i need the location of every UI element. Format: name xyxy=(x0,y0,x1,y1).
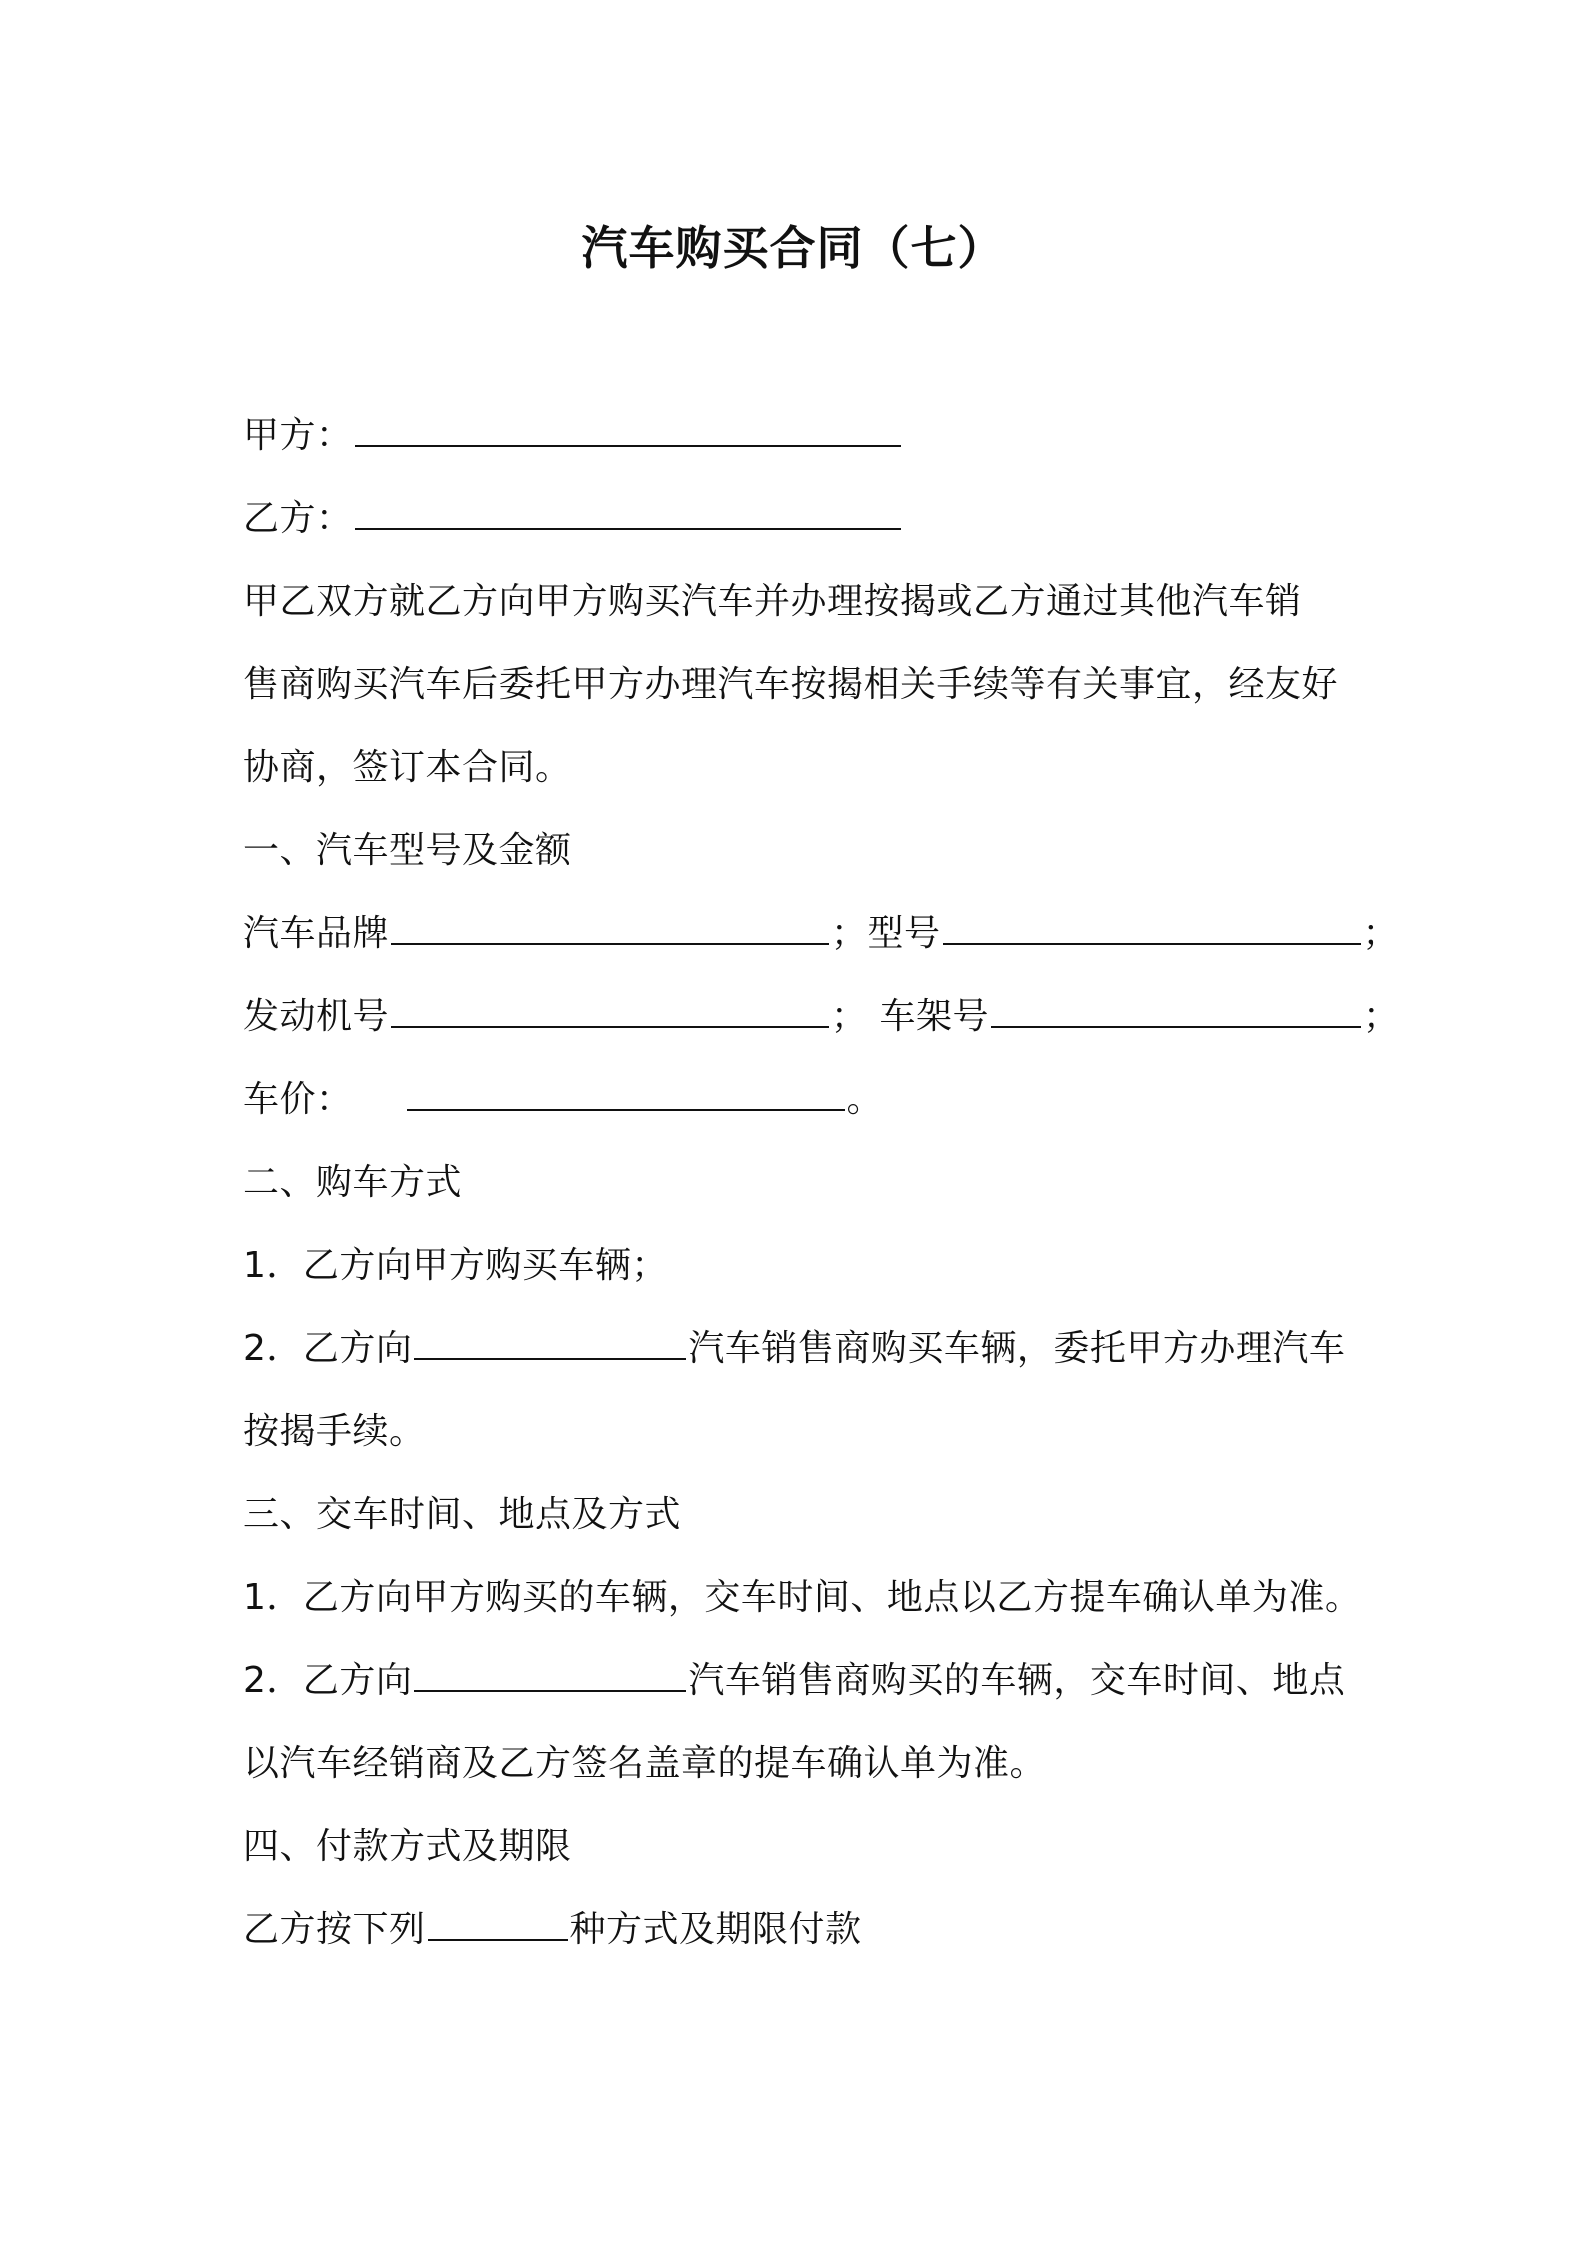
intro-line-1: 甲乙双方就乙方向甲方购买汽车并办理按揭或乙方通过其他汽车销 xyxy=(243,581,1302,622)
section-2-item-2-suffix: 汽车销售商购买车辆，委托甲方办理汽车 xyxy=(688,1328,1346,1369)
brand-blank[interactable] xyxy=(391,909,829,945)
price-line xyxy=(243,1072,883,1128)
section-3-item-2 xyxy=(243,1653,1345,1709)
section-2-item-2 xyxy=(243,1321,1345,1377)
section-3-item-2-suffix: 汽车销售商购买的车辆，交车时间、地点 xyxy=(688,1660,1346,1701)
model-semicolon: ； xyxy=(1362,913,1400,954)
dealer-blank-2[interactable] xyxy=(414,1656,686,1692)
section-3-item-2-prefix: 2．乙方向 xyxy=(243,1660,413,1701)
section-2-item-2-cont: 按揭手续。 xyxy=(243,1411,426,1452)
intro-line-2: 售商购买汽车后委托甲方办理汽车按揭相关手续等有关事宜，经友好 xyxy=(243,664,1339,705)
engine-frame-line xyxy=(243,989,1399,1045)
section-1-heading: 一、汽车型号及金额 xyxy=(243,830,572,871)
party-a-label: 甲方： xyxy=(243,415,353,456)
section-3-item-1: 1．乙方向甲方购买的车辆，交车时间、地点以乙方提车确认单为准。 xyxy=(243,1577,1362,1618)
frame-blank[interactable] xyxy=(991,992,1361,1028)
section-2-heading: 二、购车方式 xyxy=(243,1162,463,1203)
party-b-line xyxy=(243,491,903,547)
model-blank[interactable] xyxy=(943,909,1361,945)
engine-blank[interactable] xyxy=(391,992,829,1028)
brand-model-line xyxy=(243,906,1399,962)
section-3-item-2-cont: 以汽车经销商及乙方签名盖章的提车确认单为准。 xyxy=(243,1743,1047,1784)
section-4-heading: 四、付款方式及期限 xyxy=(243,1826,572,1867)
party-a-blank[interactable] xyxy=(355,411,901,447)
section-3-heading: 三、交车时间、地点及方式 xyxy=(243,1494,682,1535)
price-period: 。 xyxy=(846,1079,884,1120)
payment-prefix: 乙方按下列 xyxy=(243,1909,426,1950)
frame-label: ； 车架号 xyxy=(831,996,989,1037)
price-blank[interactable] xyxy=(407,1075,845,1111)
dealer-blank-1[interactable] xyxy=(414,1324,686,1360)
party-a-line xyxy=(243,408,903,464)
frame-semicolon: ； xyxy=(1362,996,1400,1037)
document-title: 汽车购买合同（七） xyxy=(581,221,1005,275)
brand-label: 汽车品牌 xyxy=(243,913,390,954)
section-2-item-1: 1．乙方向甲方购买车辆； xyxy=(243,1245,668,1286)
party-b-blank[interactable] xyxy=(355,494,901,530)
engine-label: 发动机号 xyxy=(243,996,390,1037)
payment-suffix: 种方式及期限付款 xyxy=(569,1909,862,1950)
party-b-label: 乙方： xyxy=(243,498,353,539)
model-label: ；型号 xyxy=(831,913,941,954)
price-label: 车价： xyxy=(243,1079,353,1120)
section-2-item-2-prefix: 2．乙方向 xyxy=(243,1328,413,1369)
payment-method-blank[interactable] xyxy=(428,1905,568,1941)
intro-line-3: 协商，签订本合同。 xyxy=(243,747,572,788)
payment-method-line xyxy=(243,1902,862,1958)
